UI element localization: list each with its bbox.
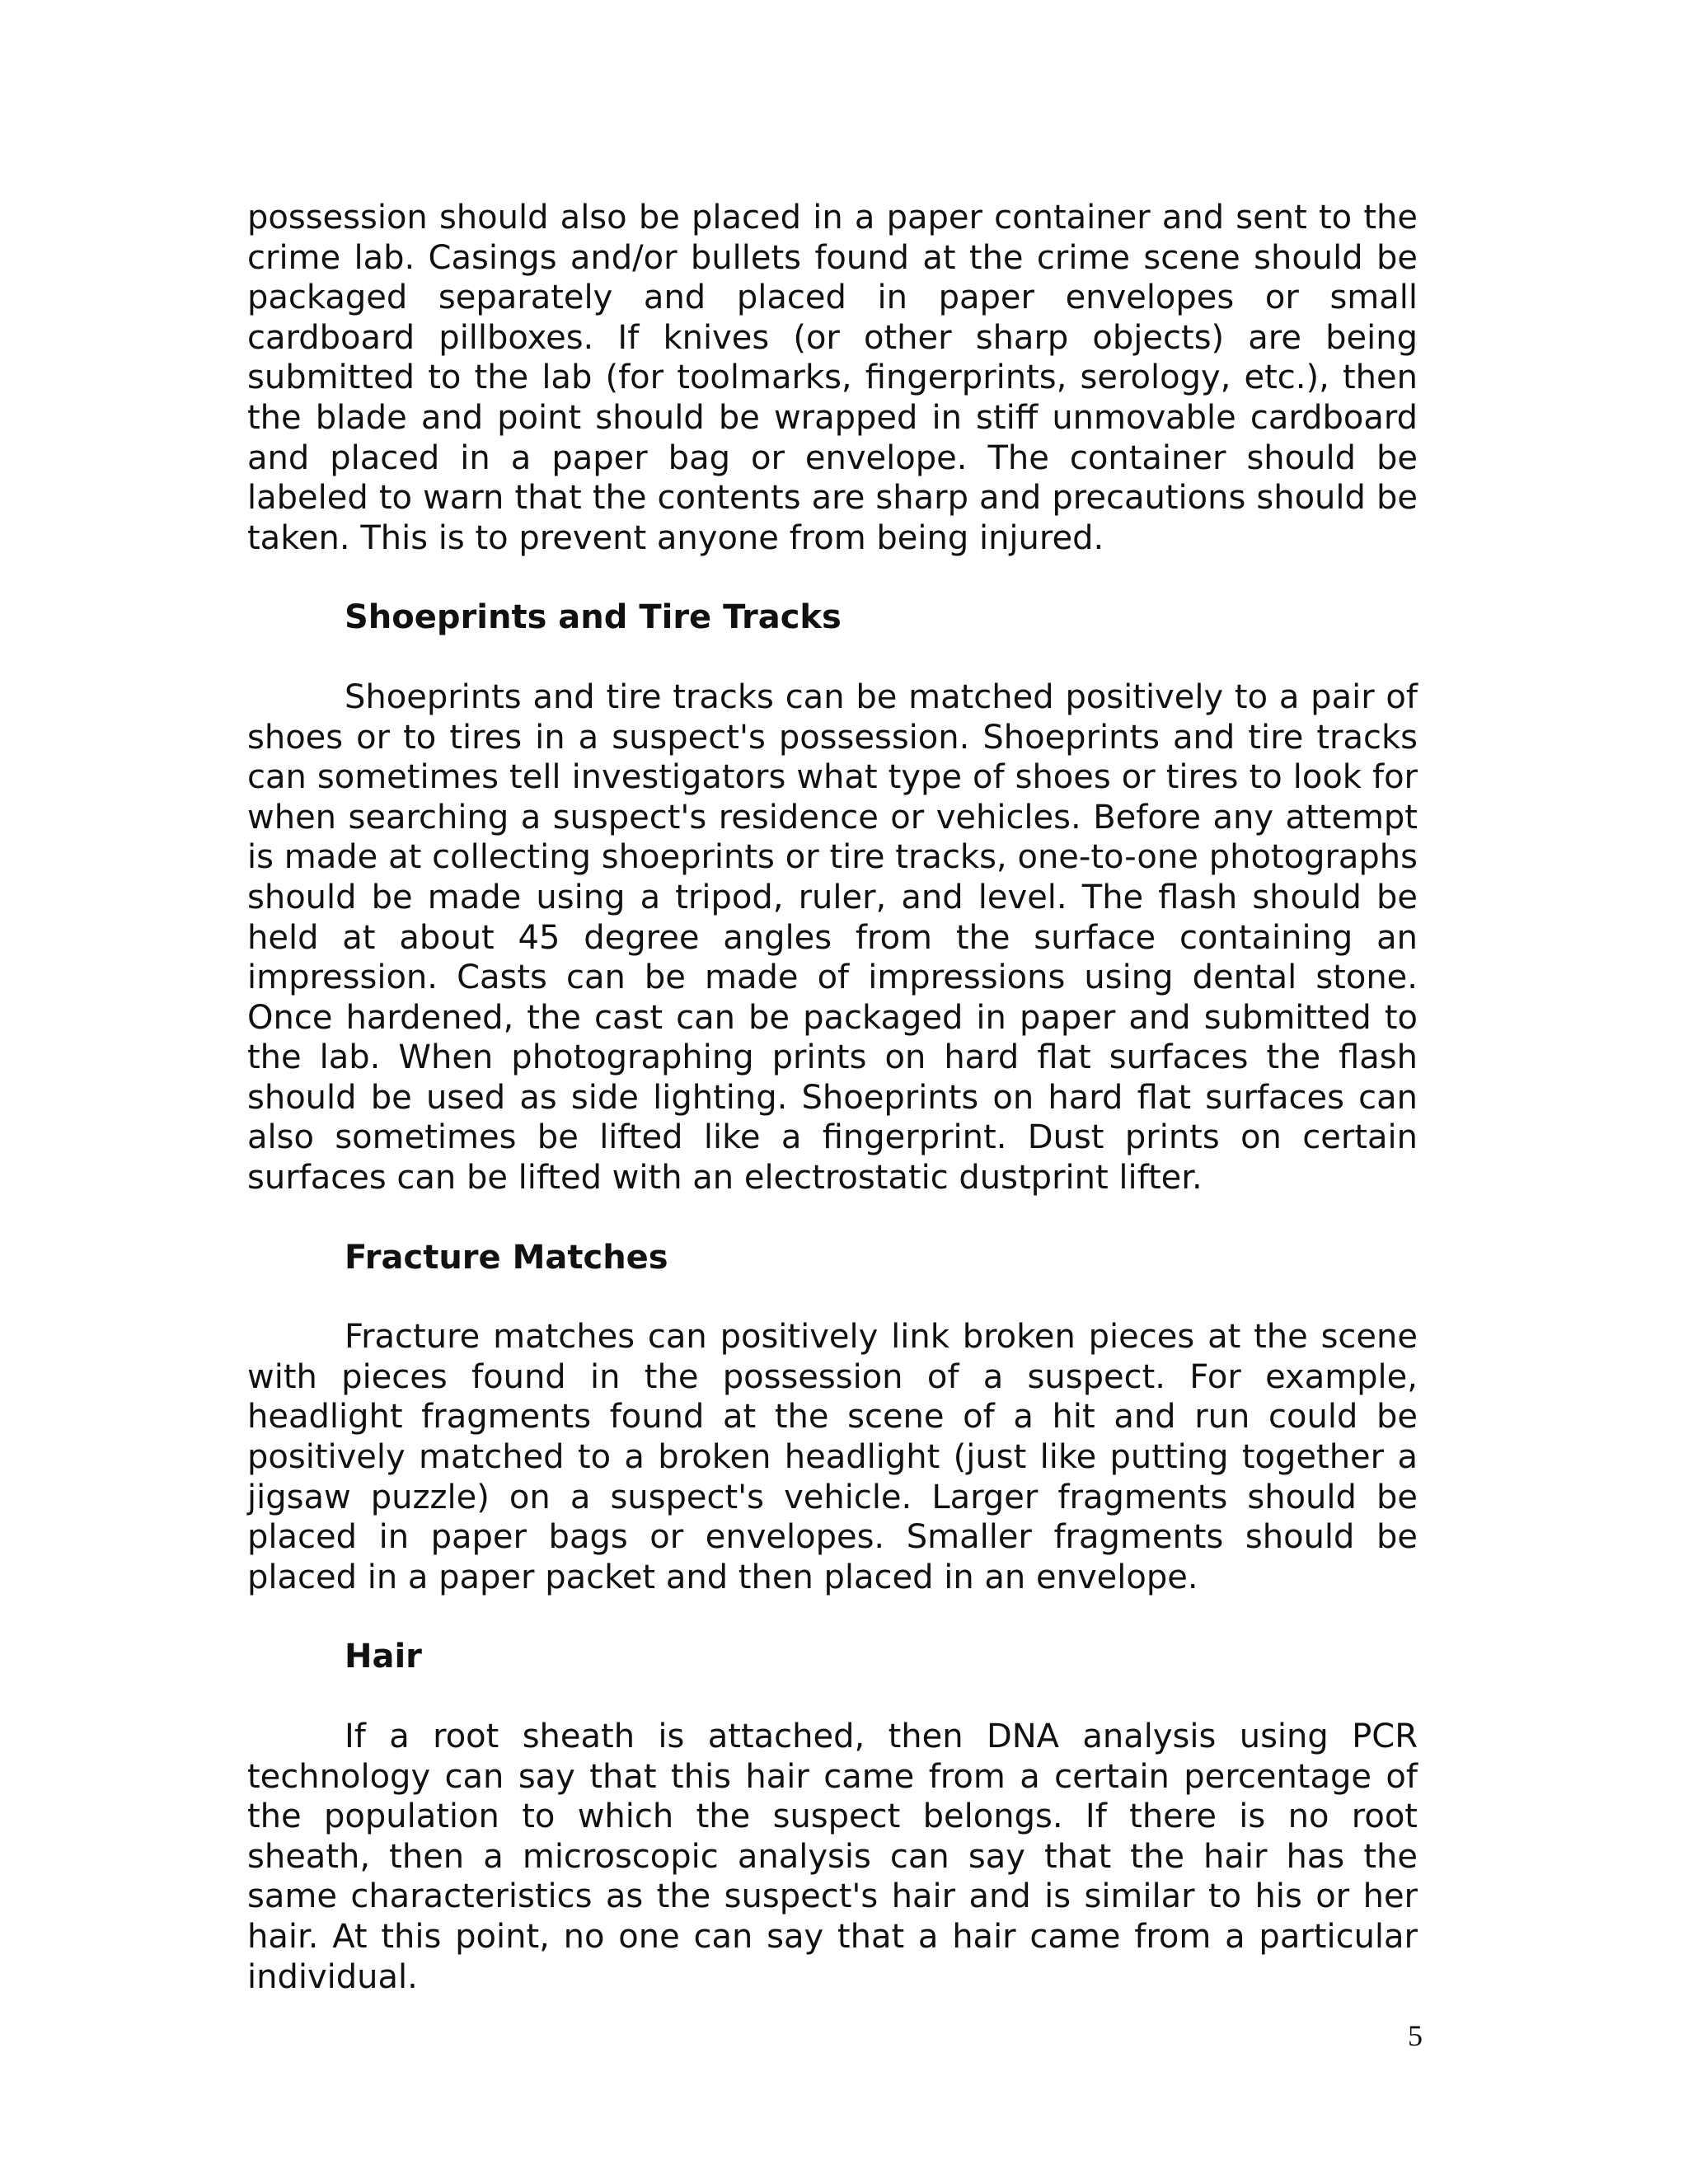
section-heading-hair: Hair	[345, 1638, 422, 1676]
section-body-shoeprints: Shoeprints and tire tracks can be matched positively to a pair of shoes or to tires in a suspect's possession. Shoeprints and tire tracks can sometimes tell investigators what type of shoes or tires to look for when searching a suspect's residence or vehicles. Before any attempt is made at collecting shoeprints or tire tracks, one-to-one photographs should be made using a tripod, ruler, and level. The flash should be held at about 45 degree angles from the surface containing an impression. Casts can be made of impressions using dental stone. Once hardened, the cast can be packaged in paper and submitted to the lab. When photographing prints on hard flat surfaces the flash should be used as side lighting. Shoeprints on hard flat surfaces can also sometimes be lifted like a fingerprint. Dust prints on certain surfaces can be lifted with an electrostatic dustprint lifter.	[247, 677, 1418, 1197]
document-page	[247, 198, 1418, 1997]
section-heading-shoeprints: Shoeprints and Tire Tracks	[345, 598, 842, 637]
opening-paragraph: possession should also be placed in a paper container and sent to the crime lab. Casings and/or bullets found at the crime scene should be packaged separately and placed in paper envelopes or small cardboard pillboxes. If knives (or other sharp objects) are being submitted to the lab (for toolmarks, fingerprints, serology, etc.), then the blade and point should be wrapped in stiff unmovable cardboard and placed in a paper bag or envelope. The container should be labeled to warn that the contents are sharp and precautions should be taken. This is to prevent anyone from being injured.	[247, 199, 1418, 557]
section-body-fracture-matches: Fracture matches can positively link broken pieces at the scene with pieces found in the possession of a suspect. For example, headlight fragments found at the scene of a hit and run could be positively matched to a broken headlight (just like putting together a jigsaw puzzle) on a suspect's vehicle. Larger fragments should be placed in paper bags or envelopes. Smaller fragments should be placed in a paper packet and then placed in an envelope.	[247, 1318, 1418, 1596]
section-body-hair: If a root sheath is attached, then DNA analysis using PCR technology can say that this hair came from a certain percentage of the population to which the suspect belongs. If there is no root sheath, then a microscopic analysis can say that the hair has the same characteristics as the suspect's hair and is similar to his or her hair. At this point, no one can say that a hair came from a particular individual.	[247, 1718, 1418, 1996]
page-number: 5	[1408, 2019, 1423, 2052]
section-heading-fracture-matches: Fracture Matches	[345, 1238, 668, 1277]
